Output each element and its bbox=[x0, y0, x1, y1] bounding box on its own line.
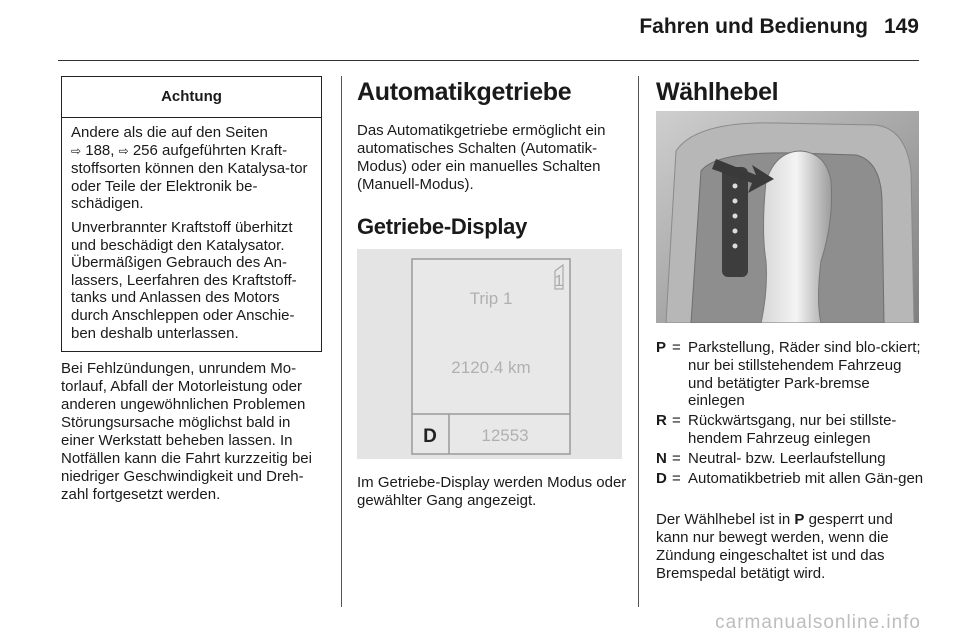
column-divider-1 bbox=[341, 76, 342, 607]
lever-paragraph bbox=[656, 511, 926, 583]
definition-row bbox=[656, 339, 928, 410]
header-rule bbox=[58, 60, 919, 61]
warning-text: stoffsorten können den Katalysa-tor oder Teile der Elektronik be-schädigen. bbox=[71, 160, 308, 213]
watermark: carmanualsonline.info bbox=[715, 612, 921, 633]
lever-text: gesperrt und kann nur bewegt werden, wenn die Zündung eingeschaltet ist und das Bremspedal betätigt wird. bbox=[656, 511, 893, 582]
definition-text: Automatikbetrieb mit allen Gän-gen bbox=[688, 469, 924, 487]
page-reference-link[interactable]: 188, bbox=[81, 141, 119, 159]
definition-equals: = bbox=[672, 449, 681, 467]
definition-key: P bbox=[656, 339, 667, 356]
transmission-display-illustration bbox=[357, 249, 622, 459]
display-distance: 2120.4 km bbox=[451, 358, 531, 377]
lever-heading: Wählhebel bbox=[656, 78, 779, 106]
page-reference-icon: ⇨ bbox=[71, 143, 82, 158]
definition-text: Neutral- bzw. Leerlaufstellung bbox=[688, 449, 886, 467]
warning-paragraph-1 bbox=[71, 124, 313, 213]
definition-text: Rückwärtsgang, nur bei stillste-hendem Fahrzeug einlegen bbox=[688, 412, 897, 447]
misfire-paragraph: Bei Fehlzündungen, unrundem Mo-torlauf, Abfall der Motorleistung oder anderen ungewöhnlichen Problemen Störungsursache möglichst bald in einer Werkstatt beheben lassen. In Notfällen kann die Fahrt kurzzeitig bei niedriger Geschwindigkeit und Dreh-zahl fortgesetzt werden. bbox=[61, 360, 312, 503]
page-reference-link[interactable]: 256 aufgeführten Kraft- bbox=[128, 141, 288, 159]
header-title: Fahren und Bedienung bbox=[639, 15, 868, 38]
warning-text: Andere als die auf den Seiten bbox=[71, 124, 268, 141]
page-reference-icon: ⇨ bbox=[118, 143, 129, 158]
gear-definition-list bbox=[656, 339, 928, 489]
lever-key: P bbox=[794, 511, 805, 528]
definition-row bbox=[656, 412, 928, 448]
warning-paragraph-2: Unverbrannter Kraftstoff überhitzt und beschädigt den Katalysator. Übermäßigen Gebrauch des An-lassers, Leerfahren des Kraftstoff-tanks und Anlassen des Motors durch Anschleppen oder Anschie-ben deshalb unterlassen. bbox=[71, 218, 297, 342]
transmission-display-figure bbox=[357, 249, 622, 459]
selector-lever-figure bbox=[656, 111, 919, 323]
definition-row bbox=[656, 470, 928, 488]
display-caption: Im Getriebe-Display werden Modus oder gewählter Gang angezeigt. bbox=[357, 474, 627, 509]
warning-body bbox=[62, 118, 321, 342]
warning-title: Achtung bbox=[62, 77, 321, 118]
column-divider-2 bbox=[638, 76, 639, 607]
section-heading: Automatikgetriebe bbox=[357, 78, 572, 106]
definition-equals: = bbox=[672, 412, 681, 430]
definition-key: N bbox=[656, 449, 667, 467]
display-gear: D bbox=[423, 426, 437, 447]
definition-key: R bbox=[656, 412, 667, 430]
section-intro: Das Automatikgetriebe ermöglicht ein automatisches Schalten (Automatik-Modus) oder ein manuelles Schalten (Manuell-Modus). bbox=[357, 122, 606, 193]
display-trip-label: Trip 1 bbox=[469, 289, 513, 308]
definition-equals: = bbox=[672, 339, 681, 356]
page-number: 149 bbox=[883, 15, 919, 38]
definition-row bbox=[656, 450, 928, 468]
selector-lever-illustration bbox=[656, 111, 919, 323]
lever-text: Der Wählhebel ist in bbox=[656, 511, 795, 528]
display-odometer: 12553 bbox=[481, 426, 529, 445]
definition-key: D bbox=[656, 469, 667, 487]
definition-text: Parkstellung, Räder sind blo-ckiert; nur bei stillstehendem Fahrzeug und betätigter Park-bremse einlegen bbox=[688, 339, 921, 410]
warning-box bbox=[61, 76, 322, 352]
display-subheading: Getriebe-Display bbox=[357, 214, 528, 239]
gear-indicator-number: 1 bbox=[554, 273, 564, 290]
definition-equals: = bbox=[672, 469, 681, 487]
